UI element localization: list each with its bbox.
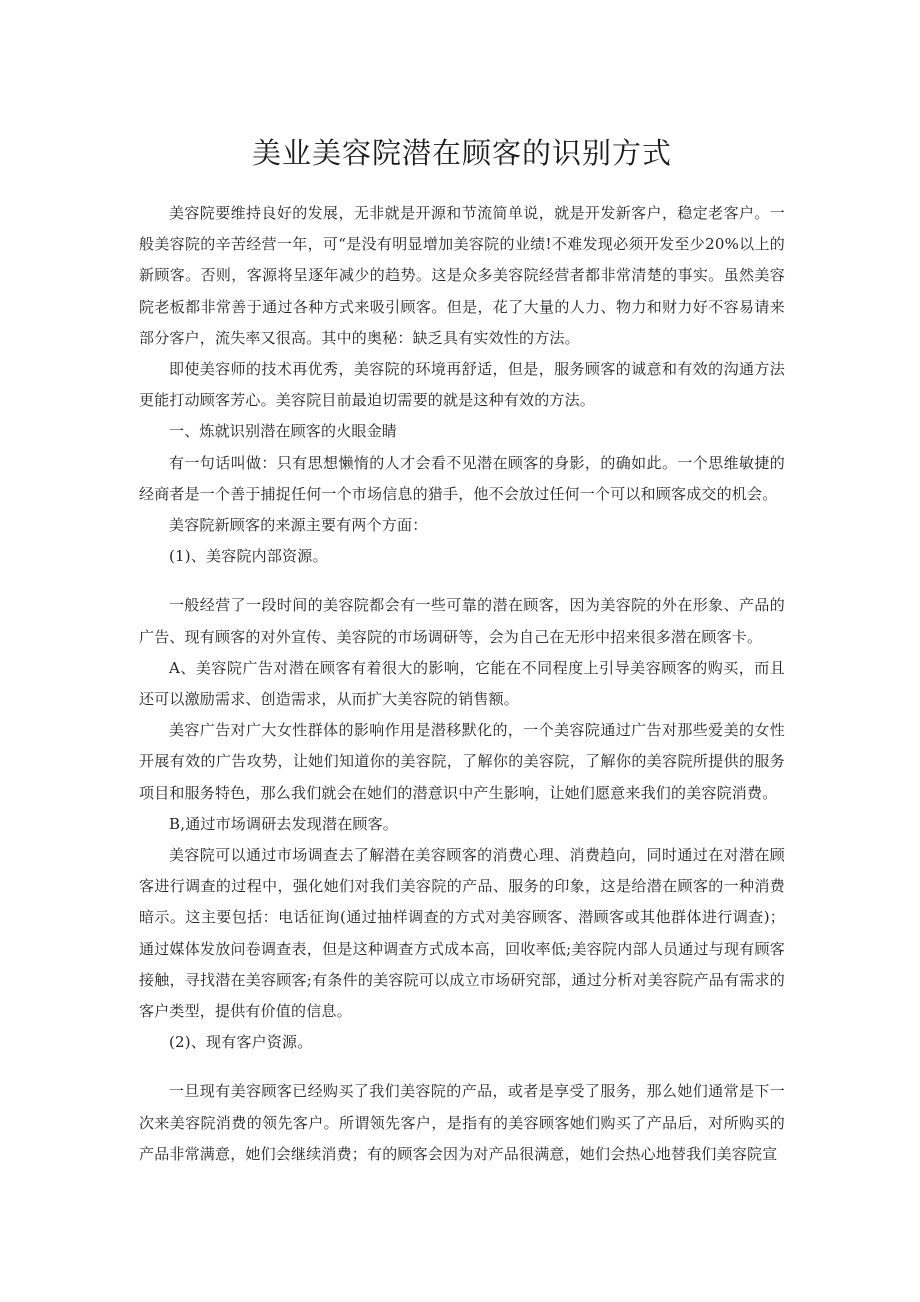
paragraph-ads: A、美容院广告对潜在顾客有着很大的影响，它能在不同程度上引导美容顾客的购买，而且还可以激励需求、创造需求，从而扩大美容院的销售额。 (139, 658, 785, 709)
paragraph-sources: 美容院新顾客的来源主要有两个方面： (169, 516, 428, 535)
paragraph-existing: 一旦现有美容顾客已经购买了我们美容院的产品，或者是享受了服务，那么她们通常是下一次来美容院消费的领先客户。所谓领先客户，是指有的美容顾客她们购买了产品后，对所购买的产品非常满意，她们会继续消费；有的顾客会因为对产品很满意，她们会热心地替我们美容院宣 (139, 1082, 785, 1163)
paragraph-saying: 有一句话叫做：只有思想懒惰的人才会看不见潜在顾客的身影，的确如此。一个思维敏捷的经商者是一个善于捕捉任何一个市场信息的猎手，他不会放过任何一个可以和顾客成交的机会。 (139, 453, 785, 503)
document-title: 美业美容院潜在顾客的识别方式 (251, 136, 672, 170)
paragraph-internal: 一般经营了一段时间的美容院都会有一些可靠的潜在顾客，因为美容院的外在形象、产品的广告、现有顾客的对外宣传、美容院的市场调研等，会为自己在无形中招来很多潜在顾客卡。 (139, 596, 785, 646)
subheading-existing-customers: (2)、现有客户资源。 (169, 1033, 313, 1052)
subheading-market-research: B,通过市场调研去发现潜在顾客。 (169, 814, 398, 833)
paragraph-intro: 美容院要维持良好的发展，无非就是开源和节流简单说，就是开发新客户，稳定老客户。一般美容院的辛苦经营一年，可“是没有明显增加美容院的业绩!不难发现必须开发至少20%以上的新顾客。否则，客源将呈逐年减少的趋势。这是众多美容院经营者都非常清楚的事实。虽然美容院老板都非常善于通过各种方式来吸引顾客。但是，花了大量的人力、物力和财力好不容易请来部分客户，流失率又很高。其中的奥秘：缺乏具有实效性的方法。 (139, 204, 785, 347)
section-heading-1: 一、炼就识别潜在顾客的火眼金睛 (169, 422, 398, 441)
paragraph-service: 即使美容师的技术再优秀，美容院的环境再舒适，但是，服务顾客的诚意和有效的沟通方法更能打动顾客芳心。美容院目前最迫切需要的就是这种有效的方法。 (139, 360, 785, 410)
paragraph-research: 美容院可以通过市场调查去了解潜在美容顾客的消费心理、消费趋向，同时通过在对潜在顾客进行调查的过程中，强化她们对我们美容院的产品、服务的印象，这是给潜在顾客的一种消费暗示。这主要包括：电话征询(通过抽样调查的方式对美容顾客、潜顾客或其他群体进行调查)；通过媒体发放问卷调查表，但是这种调查方式成本高，回收率低;美容院内部人员通过与现有顾客接触，寻找潜在美容顾客;有条件的美容院可以成立市场研究部，通过分析对美容院产品有需求的客户类型，提供有价值的信息。 (139, 846, 785, 1021)
paragraph-ad-influence: 美容广告对广大女性群体的影响作用是潜移默化的，一个美容院通过广告对那些爱美的女性开展有效的广告攻势，让她们知道你的美容院，了解你的美容院，了解你的美容院所提供的服务项目和服务特色，那么我们就会在她们的潜意识中产生影响，让她们愿意来我们的美容院消费。 (139, 721, 785, 802)
document-body (139, 198, 785, 1170)
subheading-internal-resources: (1)、美容院内部资源。 (169, 547, 328, 566)
